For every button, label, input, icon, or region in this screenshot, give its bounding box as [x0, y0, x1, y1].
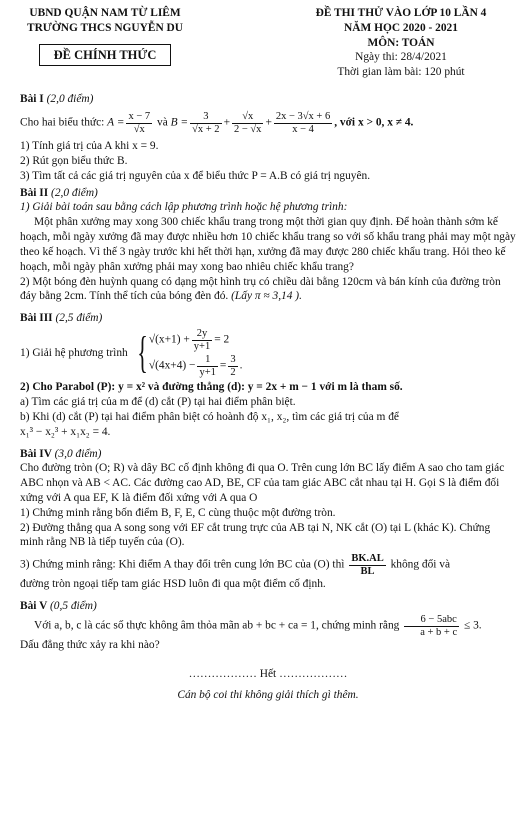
q5-b: ≤ 3.	[463, 619, 482, 632]
q5-2: Dấu đẳng thức xảy ra khi nào?	[20, 639, 160, 652]
section-2-points: (2,0 điểm)	[51, 186, 98, 199]
a-den: √x	[133, 123, 145, 135]
q4-intro: Cho đường tròn (O; R) và dây BC cố định không đi qua O. Trên cung lớn BC lấy điểm A sao cho tam giác ABC nhọn và AB < AC. Các đường cao AD, BE, CF của tam giác ABC cắt nhau tại H. Gọi S là điểm đối xứng với A qua EF, K là điểm đối xứng với A qua O	[20, 462, 505, 504]
eq1-den: y+1	[193, 340, 211, 352]
eq2-rhs-den: 2	[230, 366, 236, 378]
official-badge: ĐỀ CHÍNH THỨC	[39, 44, 172, 66]
school-year: NĂM HỌC 2020 - 2021	[344, 21, 458, 34]
section-3-points: (2,5 điểm)	[55, 312, 103, 325]
q4-3-a: 3) Chứng minh rằng: Khi điểm A thay đổi trên cung lớn BC của (O) thì	[20, 558, 345, 571]
subject: MÔN: TOÁN	[367, 36, 435, 49]
eq2-num: 1	[197, 354, 217, 367]
section-5	[20, 599, 516, 614]
b2-num: √x	[232, 111, 263, 124]
q2-2	[20, 275, 516, 305]
q5-frac	[404, 614, 459, 638]
system-brace: {	[137, 328, 148, 378]
eq2-frac	[197, 354, 217, 378]
condition: , với x > 0, x ≠ 4.	[334, 116, 414, 129]
intro-text: Cho hai biểu thức:	[20, 116, 105, 129]
b3-den: x − 4	[292, 123, 314, 135]
q3-2b: b) Khi (d) cắt (P) tại hai điểm phân biệt có hoành độ x₁, x₂, tìm các giá trị của m để	[20, 410, 399, 423]
b-frac-1	[190, 111, 221, 135]
b1-num: 3	[190, 111, 221, 124]
a-fraction	[126, 111, 152, 135]
eq2-a: √(4x+4) −	[148, 359, 196, 372]
q1-3: 3) Tìm tất cả các giá trị nguyên của x để biểu thức P = A.B có giá trị nguyên.	[20, 169, 371, 182]
q4-3-c: đường tròn ngoại tiếp tam giác HSD luôn đi qua một điểm cố định.	[20, 578, 326, 591]
b-lhs: B =	[170, 116, 189, 129]
footer-note: Cán bộ coi thi không giải thích gì thêm.	[177, 688, 359, 701]
q1-2: 2) Rút gọn biểu thức B.	[20, 154, 128, 167]
eq2-rhs-frac	[228, 354, 237, 378]
eq2-eq: =	[219, 359, 227, 372]
district: UBND QUẬN NAM TỪ LIÊM	[29, 7, 181, 19]
section-5-title: Bài V	[20, 600, 48, 613]
q4-1: 1) Chứng minh rằng bốn điểm B, F, E, C cùng thuộc một đường tròn.	[20, 506, 336, 519]
section-1-points: (2,0 điểm)	[46, 93, 94, 106]
b-frac-3	[274, 111, 332, 135]
q5	[20, 614, 516, 638]
eq1-num: 2y	[192, 328, 212, 341]
b-frac-2	[232, 111, 263, 135]
eq2-dot: .	[239, 359, 243, 372]
q4-3	[20, 553, 516, 577]
q4-3-den: BL	[360, 565, 375, 577]
section-4-title: Bài IV	[20, 447, 52, 460]
q3-2: 2) Cho Parabol (P): y = x² và đường thẳng (d): y = 2x + m − 1 với m là tham số.	[20, 381, 403, 394]
eq2-den: y+1	[199, 366, 216, 378]
q5-num: 6 − 5abc	[404, 614, 459, 627]
section-3	[20, 311, 516, 326]
header-right	[286, 6, 516, 80]
exam-title: ĐỀ THI THỬ VÀO LỚP 10 LẦN 4	[315, 7, 487, 19]
q5-den: a + b + c	[420, 626, 458, 638]
system-rows	[149, 328, 243, 378]
section-4	[20, 447, 516, 462]
header	[20, 6, 516, 80]
section-1-title: Bài I	[20, 93, 44, 106]
eq2-rhs-num: 3	[230, 354, 236, 366]
expressions-line	[20, 111, 516, 135]
section-3-title: Bài III	[20, 312, 53, 325]
b3-num: 2x − 3√x + 6	[275, 110, 331, 122]
q1-1: 1) Tính giá trị của A khi x = 9.	[20, 140, 159, 153]
q2-1-text: Một phân xưởng may xong 300 chiếc khẩu trang trong một thời gian quy định. Để hoàn thành sớm kế hoạch, mỗi ngày xưởng đã may được nhiều hơn 10 chiếc khẩu trang so với số khẩu trang phải may một ngày theo kế hoạch. Vì thế 3 ngày trước khi hết thời hạn, xưởng đã may được 280 chiếc khẩu trang. Hỏi theo kế hoạch, mỗi ngày phân xưởng phải may xong bao nhiêu chiếc khẩu trang?	[20, 216, 516, 273]
eq1-a: √(x+1) +	[148, 333, 190, 346]
q3-1: 1) Giải hệ phương trình	[20, 346, 128, 359]
q4-3-num: BK.AL	[351, 553, 384, 565]
end-marker: ……………… Hết ………………	[188, 667, 348, 680]
a-num: x − 7	[128, 110, 151, 122]
q4-2: 2) Đường thẳng qua A song song với EF cắt trung trực của AB tại N, NK cắt (O) tại L (khác K). Chứng minh rằng NB là tiếp tuyến của (O).	[20, 521, 491, 549]
b1-den: √x + 2	[192, 123, 220, 135]
q3-2b-eq: x₁³ − x₂³ + x₁x₂ = 4.	[20, 425, 111, 438]
school: TRƯỜNG THCS NGUYỄN DU	[26, 21, 183, 34]
q2-1: 1) Giải bài toán sau bằng cách lập phương trình hoặc hệ phương trình:	[20, 201, 348, 214]
section-2-title: Bài II	[20, 186, 49, 199]
equation-system	[132, 328, 243, 378]
q4-3-b: không đổi và	[390, 558, 451, 571]
section-1	[20, 92, 516, 107]
plus-1: +	[223, 116, 230, 129]
pi-note: (Lấy π ≈ 3,14 ).	[231, 290, 302, 303]
q4-3-frac	[349, 553, 385, 577]
plus-2: +	[265, 116, 272, 129]
eq1-frac	[192, 328, 212, 352]
exam-duration: Thời gian làm bài: 120 phút	[337, 66, 465, 79]
section-2	[20, 186, 516, 201]
header-left	[20, 6, 190, 80]
eq1-rhs: = 2	[214, 333, 230, 346]
section-4-points: (3,0 điểm)	[54, 447, 102, 460]
eq-2	[149, 354, 243, 378]
a-lhs: A =	[107, 116, 125, 129]
section-5-points: (0,5 điểm)	[49, 600, 97, 613]
eq-1	[149, 328, 243, 352]
and-word: và	[157, 116, 168, 129]
exam-date: Ngày thi: 28/4/2021	[355, 51, 447, 64]
q5-a: Với a, b, c là các số thực không âm thỏa mãn ab + bc + ca = 1, chứng minh rằng	[34, 619, 400, 632]
q2-2-text: 2) Một bóng đèn huỳnh quang có dạng một hình trụ có chiều dài bằng 120cm và bán kính của đường tròn đáy bằng 2cm. Tính thể tích của bóng đèn đó.	[20, 275, 501, 303]
q3-2a: a) Tìm các giá trị của m để (d) cắt (P) tại hai điểm phân biệt.	[20, 396, 296, 409]
system-line	[20, 328, 516, 378]
b2-den: 2 − √x	[234, 123, 262, 135]
